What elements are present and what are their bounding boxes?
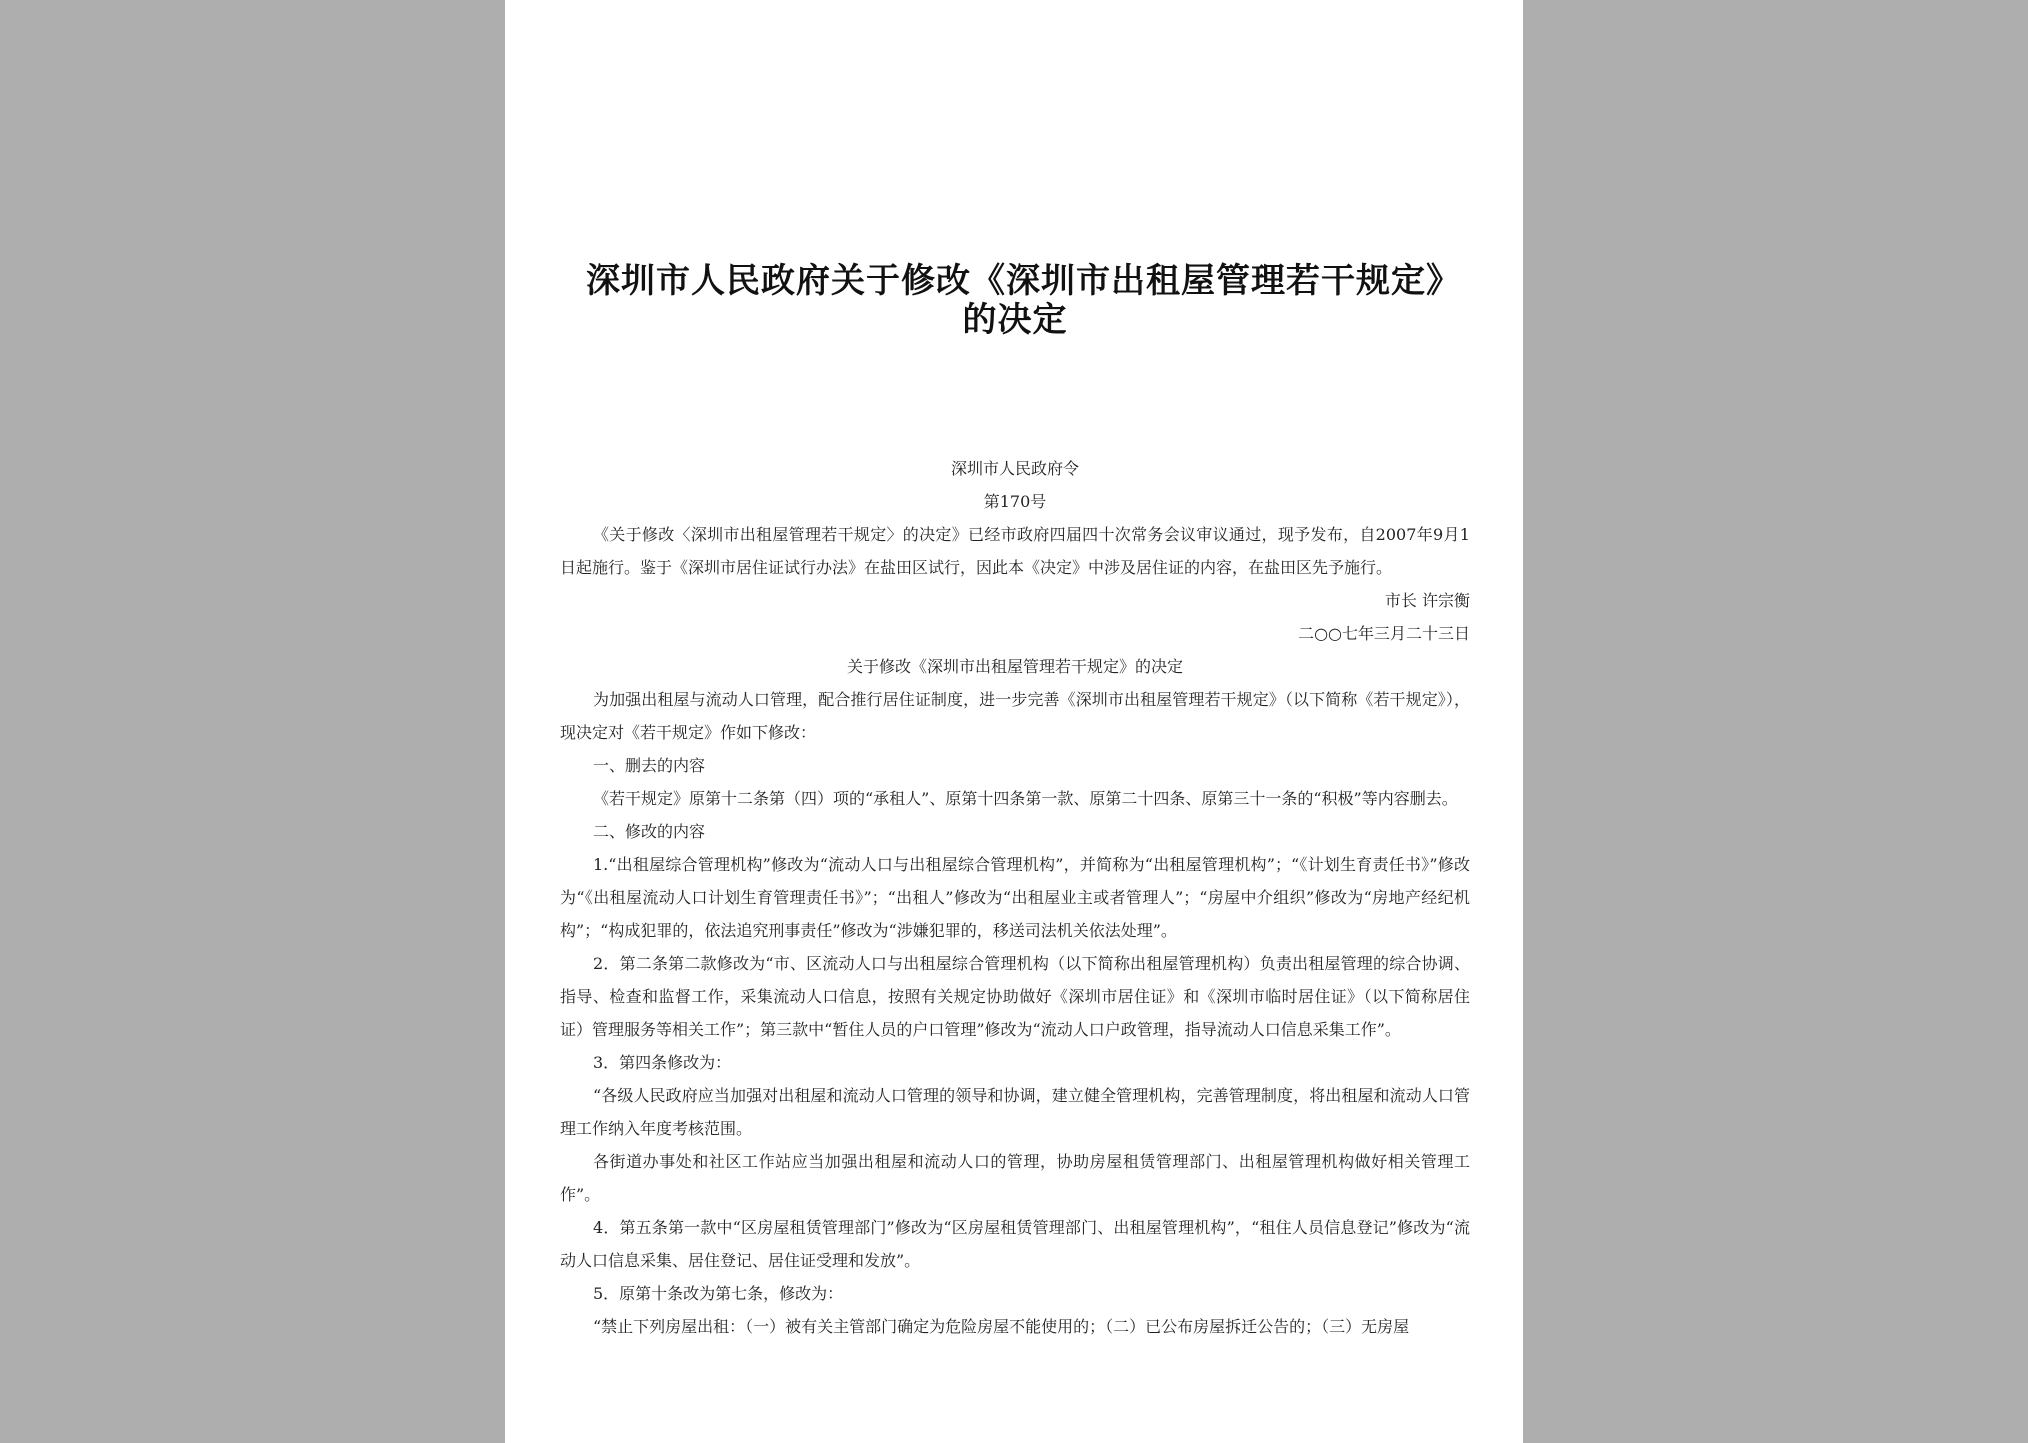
preamble: 《关于修改〈深圳市出租屋管理若干规定〉的决定》已经市政府四届四十次常务会议审议通过，现予发布，自2007年9月1日起施行。鉴于《深圳市居住证试行办法》在盐田区试行，因此本《决定》中涉及居住证的内容，在盐田区先予施行。 [560,525,1470,577]
amendment-item: 4．第五条第一款中“区房屋租赁管理部门”修改为“区房屋租赁管理部门、出租屋管理机构”，“租住人员信息登记”修改为“流动人口信息采集、居住登记、居住证受理和发放”。 [560,1218,1470,1270]
order-number: 第170号 [983,492,1047,511]
amendment-paragraph: “各级人民政府应当加强对出租屋和流动人口管理的领导和协调，建立健全管理机构，完善管理制度，将出租屋和流动人口管理工作纳入年度考核范围。 [560,1086,1470,1138]
document-body [560,452,1470,1343]
date: 二○○七年三月二十三日 [1298,624,1470,643]
amendment-item: 5．原第十条改为第七条，修改为： [593,1284,844,1303]
amendment-item: 1.“出租屋综合管理机构”修改为“流动人口与出租屋综合管理机构”，并简称为“出租屋管理机构”；“《计划生育责任书》”修改为“《出租屋流动人口计划生育管理责任书》”；“出租人”修改为“出租屋业主或者管理人”；“房屋中介组织”修改为“房地产经纪机构”；“构成犯罪的，依法追究刑事责任”修改为“涉嫌犯罪的，移送司法机关依法处理”。 [560,855,1470,940]
section-text: 《若干规定》原第十二条第（四）项的“承租人”、原第十四条第一款、原第二十四条、原第三十一条的“积极”等内容删去。 [593,789,1458,808]
section-heading: 一、删去的内容 [593,756,706,775]
intro: 为加强出租屋与流动人口管理，配合推行居住证制度，进一步完善《深圳市出租屋管理若干规定》（以下简称《若干规定》），现决定对《若干规定》作如下修改： [560,690,1470,742]
amendment-item: 3．第四条修改为： [593,1053,732,1072]
decision-title: 关于修改《深圳市出租屋管理若干规定》的决定 [846,657,1183,676]
amendment-item: 2．第二条第二款修改为“市、区流动人口与出租屋综合管理机构（以下简称出租屋管理机构）负责出租屋管理的综合协调、指导、检查和监督工作，采集流动人口信息，按照有关规定协助做好《深圳市居住证》和《深圳市临时居住证》（以下简称居住证）管理服务等相关工作”；第三款中“暂住人员的户口管理”修改为“流动人口户政管理，指导流动人口信息采集工作”。 [560,954,1470,1039]
signatory: 市长 许宗衡 [1384,591,1470,610]
amendment-paragraph: 各街道办事处和社区工作站应当加强出租屋和流动人口的管理，协助房屋租赁管理部门、出租屋管理机构做好相关管理工作”。 [560,1152,1470,1204]
document-title: 深圳市人民政府关于修改《深圳市出租屋管理若干规定》的决定 [586,261,1444,340]
issuer: 深圳市人民政府令 [950,459,1079,478]
section-heading: 二、修改的内容 [593,822,706,841]
amendment-paragraph: “禁止下列房屋出租：（一）被有关主管部门确定为危险房屋不能使用的；（二）已公布房屋拆迁公告的；（三）无房屋 [593,1317,1410,1336]
document-page [505,0,1523,1443]
